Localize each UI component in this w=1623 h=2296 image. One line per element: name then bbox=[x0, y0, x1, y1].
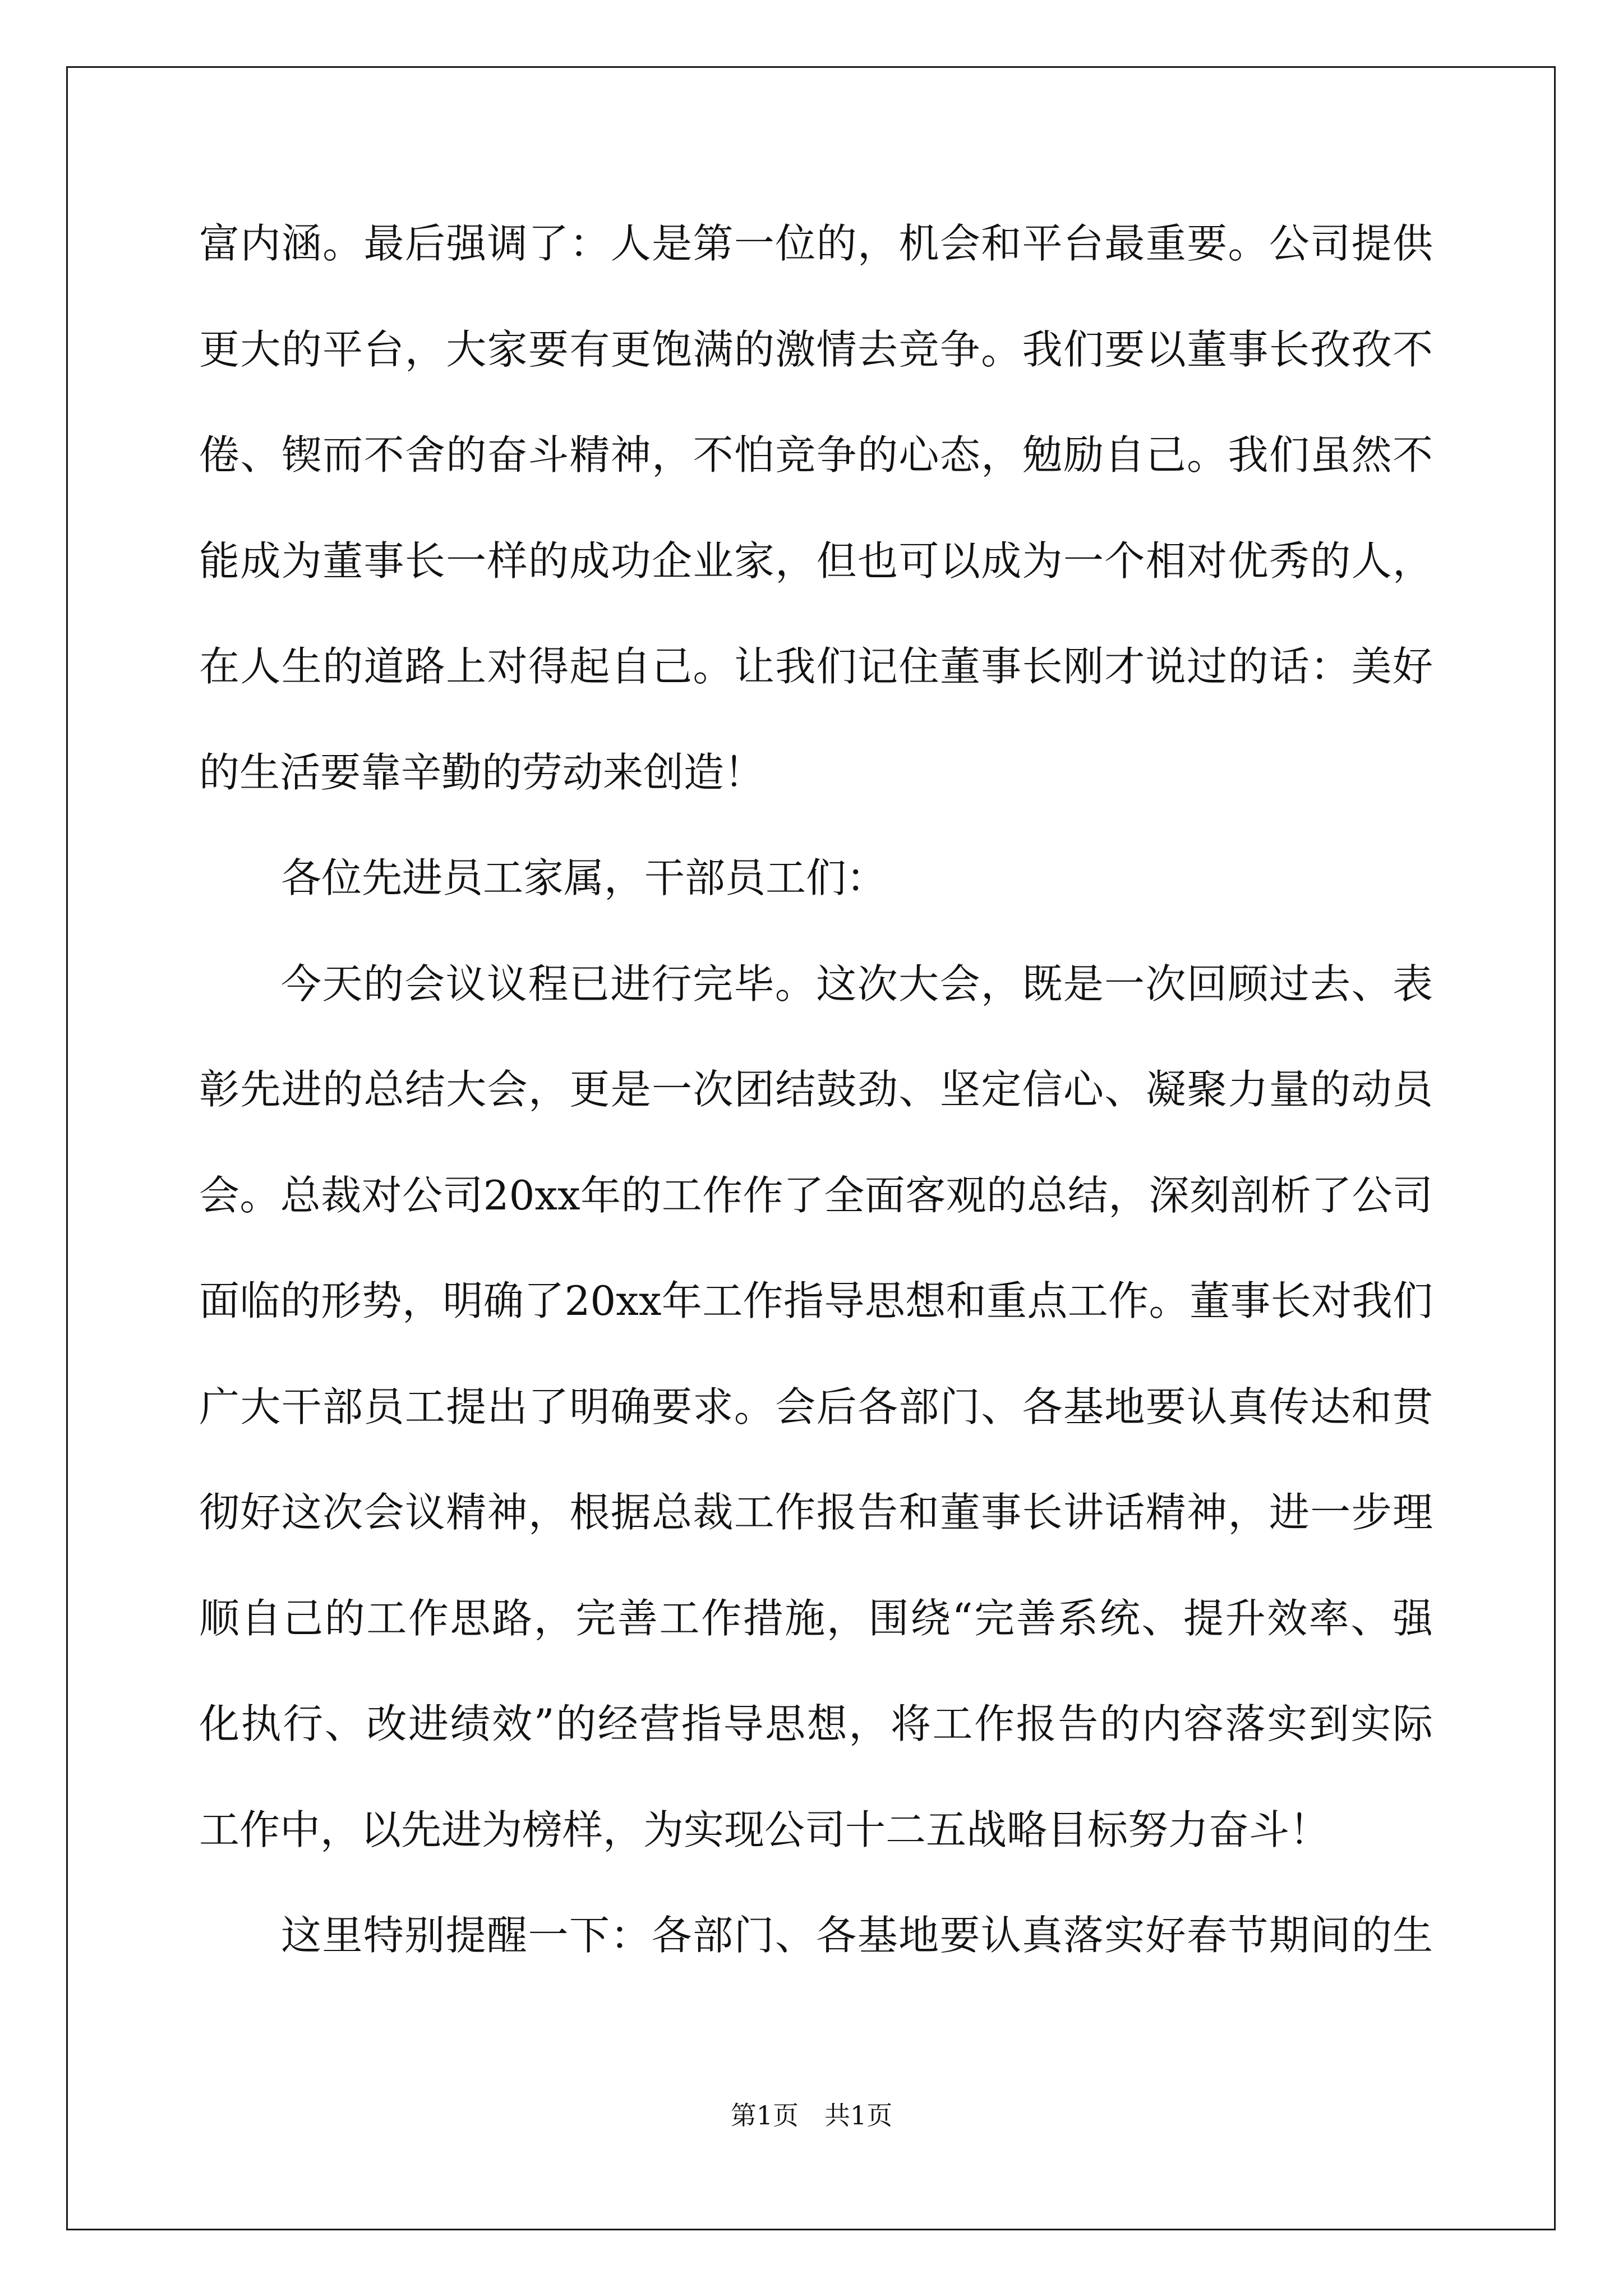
text-line: 顺自己的工作思路，完善工作措施，围绕“完善系统、提升效率、强 bbox=[199, 1594, 1433, 1642]
salutation-line: 各位先进员工家属，干部员工们： bbox=[281, 854, 887, 901]
text-line: 在人生的道路上对得起自己。让我们记住董事长刚才说过的话：美好 bbox=[199, 643, 1433, 690]
text-line: 化执行、改进绩效”的经营指导思想，将工作报告的内容落实到实际 bbox=[199, 1700, 1433, 1747]
text-line: 富内涵。最后强调了：人是第一位的，机会和平台最重要。公司提供 bbox=[199, 220, 1433, 267]
text-line: 会。总裁对公司20xx年的工作作了全面客观的总结，深刻剖析了公司 bbox=[199, 1171, 1433, 1219]
text-line: 彰先进的总结大会，更是一次团结鼓劲、坚定信心、凝聚力量的动员 bbox=[199, 1066, 1433, 1113]
text-line: 倦、锲而不舍的奋斗精神，不怕竞争的心态，勉励自己。我们虽然不 bbox=[199, 431, 1433, 478]
paragraph-start-line: 今天的会议议程已进行完毕。这次大会，既是一次回顾过去、表 bbox=[281, 960, 1433, 1007]
text-line: 彻好这次会议精神，根据总裁工作报告和董事长讲话精神，进一步理 bbox=[199, 1489, 1433, 1536]
page-number-footer: 第1页 共1页 bbox=[730, 2100, 893, 2131]
text-line: 能成为董事长一样的成功企业家，但也可以成为一个相对优秀的人， bbox=[199, 537, 1433, 585]
text-line: 更大的平台，大家要有更饱满的激情去竞争。我们要以董事长孜孜不 bbox=[199, 325, 1433, 373]
text-line: 广大干部员工提出了明确要求。会后各部门、各基地要认真传达和贯 bbox=[199, 1383, 1433, 1430]
document-body bbox=[199, 191, 1433, 1989]
text-line: 面临的形势，明确了20xx年工作指导思想和重点工作。董事长对我们 bbox=[199, 1277, 1433, 1324]
paragraph-start-line: 这里特别提醒一下：各部门、各基地要认真落实好春节期间的生 bbox=[281, 1912, 1433, 1959]
text-line: 工作中，以先进为榜样，为实现公司十二五战略目标努力奋斗！ bbox=[199, 1806, 1330, 1853]
text-line: 的生活要靠辛勤的劳动来创造！ bbox=[199, 748, 765, 796]
